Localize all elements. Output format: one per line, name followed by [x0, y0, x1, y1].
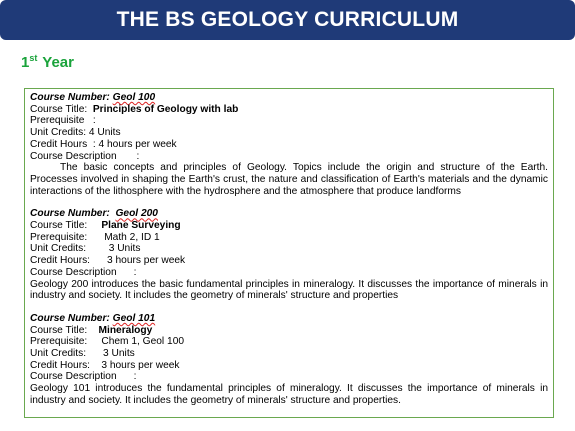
- course-description-label: Course Description :: [30, 266, 137, 278]
- course-description: The basic concepts and principles of Geology. Topics include the origin and structure of the Earth. Processes involved in shaping the Earth's crust, the nature and classification of Earth's materials and the dynamic interactions of the lithosphere with the hydrosphere and the atmosphere that produce landforms: [30, 162, 548, 197]
- prerequisite-line: [30, 115, 548, 127]
- course-number: Geol 101: [112, 312, 156, 324]
- credit-hours-line: [30, 255, 548, 267]
- course-number-label: Course Number:: [30, 208, 116, 220]
- course-geol-101: [30, 313, 548, 407]
- course-title: Principles of Geology with lab: [92, 103, 239, 115]
- credit-hours-line: Credit Hours : 4 hours per week: [30, 138, 177, 150]
- year-ordinal: 1: [21, 54, 30, 71]
- course-description: Geology 101 introduces the fundamental principles of mineralogy. It discusses the importance of minerals in industry and society. It includes the geometry of minerals' structure and properties.: [30, 383, 548, 406]
- unit-credits-value: 3 Units: [108, 243, 141, 255]
- course-number-line: [30, 208, 548, 220]
- course-description-label: Course Description :: [30, 371, 137, 383]
- course-description-label: Course Description :: [30, 150, 140, 162]
- course-number: Geol 200: [115, 208, 158, 220]
- unit-credits-label: Unit Credits:: [30, 348, 104, 360]
- prerequisite-value: Chem 1, Geol 100: [101, 336, 185, 348]
- prerequisite-label: Prerequisite :: [30, 115, 96, 127]
- course-geol-100: [30, 92, 548, 197]
- course-title-line: [30, 104, 548, 116]
- credit-hours-value: 3 hours per week: [107, 255, 186, 267]
- unit-credits-label: Unit Credits:: [30, 243, 109, 255]
- course-title-label: Course Title:: [30, 220, 102, 232]
- course-number-line: [30, 92, 548, 104]
- page-title-banner: [0, 0, 575, 40]
- course-list-box: [24, 88, 554, 418]
- prerequisite-line: [30, 336, 548, 348]
- prerequisite-label: Prerequisite:: [30, 231, 105, 243]
- course-title: Mineralogy: [98, 324, 153, 336]
- course-number-line: [30, 313, 548, 325]
- course-number-label: Course Number:: [30, 92, 113, 103]
- course-title-label: Course Title:: [30, 324, 99, 336]
- year-label: Year: [42, 54, 74, 71]
- credit-hours-line: [30, 360, 548, 372]
- course-description: Geology 200 introduces the basic fundamental principles in mineralogy. It discusses the importance of minerals in industry and society. It includes the geometry of minerals' structure and properties: [30, 278, 548, 302]
- prerequisite-value: Math 2, ID 1: [104, 231, 160, 243]
- credit-hours-label: Credit Hours:: [30, 255, 107, 267]
- course-number-label: Course Number:: [30, 312, 113, 324]
- year-ordinal-suffix: st: [29, 53, 38, 63]
- unit-credits-line: [30, 348, 548, 360]
- course-number: Geol 100: [112, 92, 156, 103]
- credit-hours-label: Credit Hours:: [30, 359, 102, 371]
- year-heading: [21, 53, 74, 71]
- credit-hours-value: 3 hours per week: [101, 359, 180, 371]
- prerequisite-line: [30, 232, 548, 244]
- course-title-line: [30, 325, 548, 337]
- course-geol-200: [30, 208, 548, 302]
- prerequisite-label: Prerequisite:: [30, 336, 102, 348]
- course-title-line: [30, 220, 548, 232]
- unit-credits-value: 3 Units: [103, 348, 135, 360]
- course-title: Plane Surveying: [101, 220, 181, 232]
- unit-credits-line: [30, 243, 548, 255]
- unit-credits-line: Unit Credits: 4 Units: [30, 127, 121, 139]
- page-title: THE BS GEOLOGY CURRICULUM: [116, 8, 459, 31]
- course-title-label: Course Title:: [30, 103, 93, 115]
